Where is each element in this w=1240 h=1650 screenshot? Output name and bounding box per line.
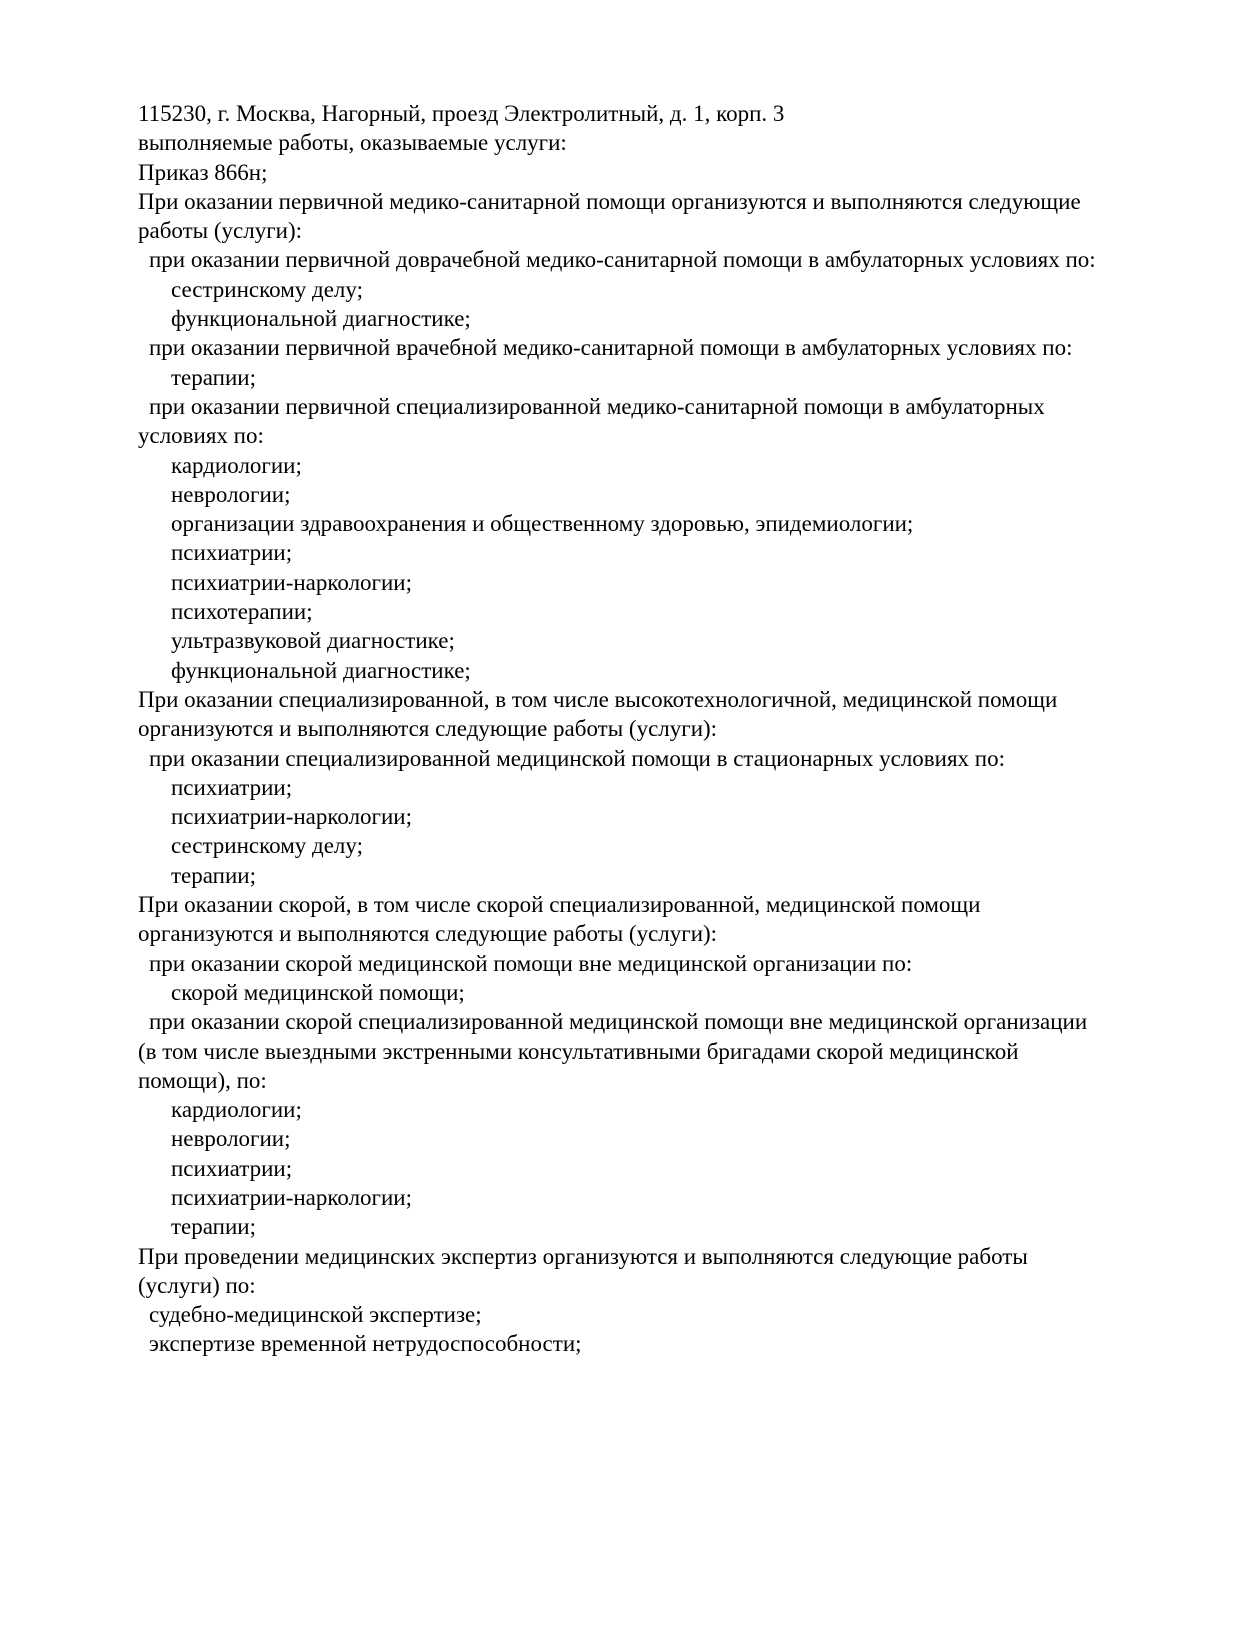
document-line: кардиологии;	[171, 452, 302, 478]
document-line: психиатрии;	[171, 540, 293, 566]
document-line: организации здравоохранения и общественному здоровью, эпидемиологии;	[171, 511, 914, 537]
document-line: терапии;	[171, 364, 256, 390]
document-line: психиатрии;	[171, 774, 293, 800]
document-line: психиатрии-наркологии;	[171, 1184, 412, 1210]
license-works-services-text	[138, 99, 1101, 1359]
document-line: функциональной диагностике;	[171, 657, 471, 683]
document-line: психиатрии-наркологии;	[171, 804, 412, 830]
document-line: При оказании первичной медико-санитарной помощи организуются и выполняются следующие работы (услуги):	[138, 188, 1081, 244]
document-line: психиатрии-наркологии;	[171, 569, 412, 595]
document-line: Приказ 866н;	[138, 159, 268, 185]
document-line: скорой медицинской помощи;	[171, 979, 465, 1005]
document-line: экспертизе временной нетрудоспособности;	[149, 1331, 582, 1357]
document-line: ультразвуковой диагностике;	[171, 628, 455, 654]
document-line: неврологии;	[171, 1126, 291, 1152]
document-line: функциональной диагностике;	[171, 306, 471, 332]
document-line: психиатрии;	[171, 1155, 293, 1181]
document-line: При проведении медицинских экспертиз организуются и выполняются следующие работы (услуги) по:	[138, 1243, 1028, 1298]
document-line: терапии;	[171, 862, 256, 888]
document-line: При оказании скорой, в том числе скорой специализированной, медицинской помощи организуются и выполняются следующие работы (услуги):	[138, 892, 981, 947]
document-line: при оказании скорой специализированной медицинской помощи вне медицинской организации (в том числе выездными экстренными консультативными бригадами скорой медицинской помощи), по:	[138, 1009, 1088, 1093]
document-line: судебно-медицинской экспертизе;	[149, 1302, 482, 1328]
document-line: сестринскому делу;	[171, 276, 363, 302]
document-line: при оказании первичной специализированной медико-санитарной помощи в амбулаторных условиях по:	[138, 393, 1045, 449]
document-line: выполняемые работы, оказываемые услуги:	[138, 130, 567, 156]
document-line: При оказании специализированной, в том числе высокотехнологичной, медицинской помощи организуются и выполняются следующие работы (услуги):	[138, 686, 1058, 742]
document-line: при оказании первичной доврачебной медико-санитарной помощи в амбулаторных условиях по:	[149, 247, 1096, 273]
document-line: 115230, г. Москва, Нагорный, проезд Электролитный, д. 1, корп. 3	[138, 101, 785, 126]
document-line: при оказании специализированной медицинской помощи в стационарных условиях по:	[149, 745, 1005, 771]
document-line: сестринскому делу;	[171, 833, 363, 859]
document-line: психотерапии;	[171, 599, 313, 625]
document-line: неврологии;	[171, 481, 291, 507]
document-line: при оказании первичной врачебной медико-санитарной помощи в амбулаторных условиях по:	[149, 335, 1073, 361]
document-line: при оказании скорой медицинской помощи вне медицинской организации по:	[149, 950, 913, 976]
document-line: кардиологии;	[171, 1097, 302, 1123]
document-line: терапии;	[171, 1214, 256, 1240]
